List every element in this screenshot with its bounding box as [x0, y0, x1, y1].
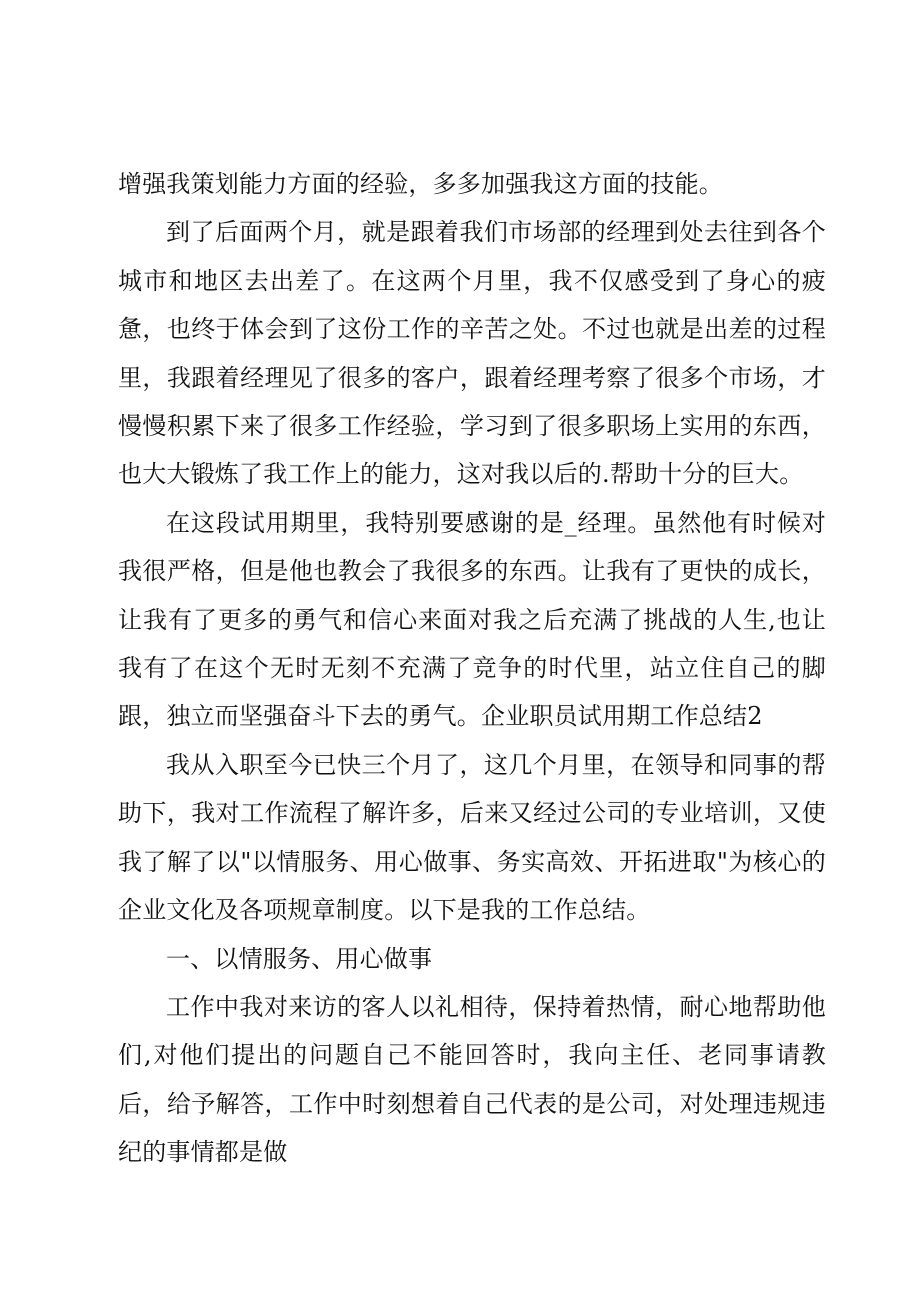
paragraph-continuation: 增强我策划能力方面的经验，多多加强我这方面的技能。: [118, 170, 723, 198]
document-body: [118, 160, 826, 1177]
section-heading-service: 一、以情服务、用心做事: [166, 944, 433, 973]
paragraph-thanks-manager: 在这段试用期里，我特别要感谢的是_经理。虽然他有时候对我很严格，但是他也教会了我很多的东西。让我有了更快的成长，让我有了更多的勇气和信心来面对我之后充满了挑战的人生,也让我有了在这个无时无刻不充满了竞争的时代里，站立住自己的脚跟，独立而坚强奋斗下去的勇气。企业职员试用期工作总结2: [118, 508, 826, 731]
paragraph-service-detail: 工作中我对来访的客人以礼相待，保持着热情，耐心地帮助他们,对他们提出的问题自己不能回答时，我向主任、老同事请教后，给予解答，工作中时刻想着自己代表的是公司，对处理违规违纪的事情都是做: [118, 992, 826, 1167]
paragraph-business-trips: 到了后面两个月，就是跟着我们市场部的经理到处去往到各个城市和地区去出差了。在这两个月里，我不仅感受到了身心的疲惫，也终于体会到了这份工作的辛苦之处。不过也就是出差的过程里，我跟着经理见了很多的客户，跟着经理考察了很多个市场，才慢慢积累下来了很多工作经验，学习到了很多职场上实用的东西，也大大锻炼了我工作上的能力，这对我以后的.帮助十分的巨大。: [118, 218, 826, 489]
paragraph-summary-intro: 我从入职至今已快三个月了，这几个月里，在领导和同事的帮助下，我对工作流程了解许多，后来又经过公司的专业培训，又使我了解了以"以情服务、用心做事、务实高效、开拓进取"为核心的企业文化及各项规章制度。以下是我的工作总结。: [118, 750, 826, 925]
